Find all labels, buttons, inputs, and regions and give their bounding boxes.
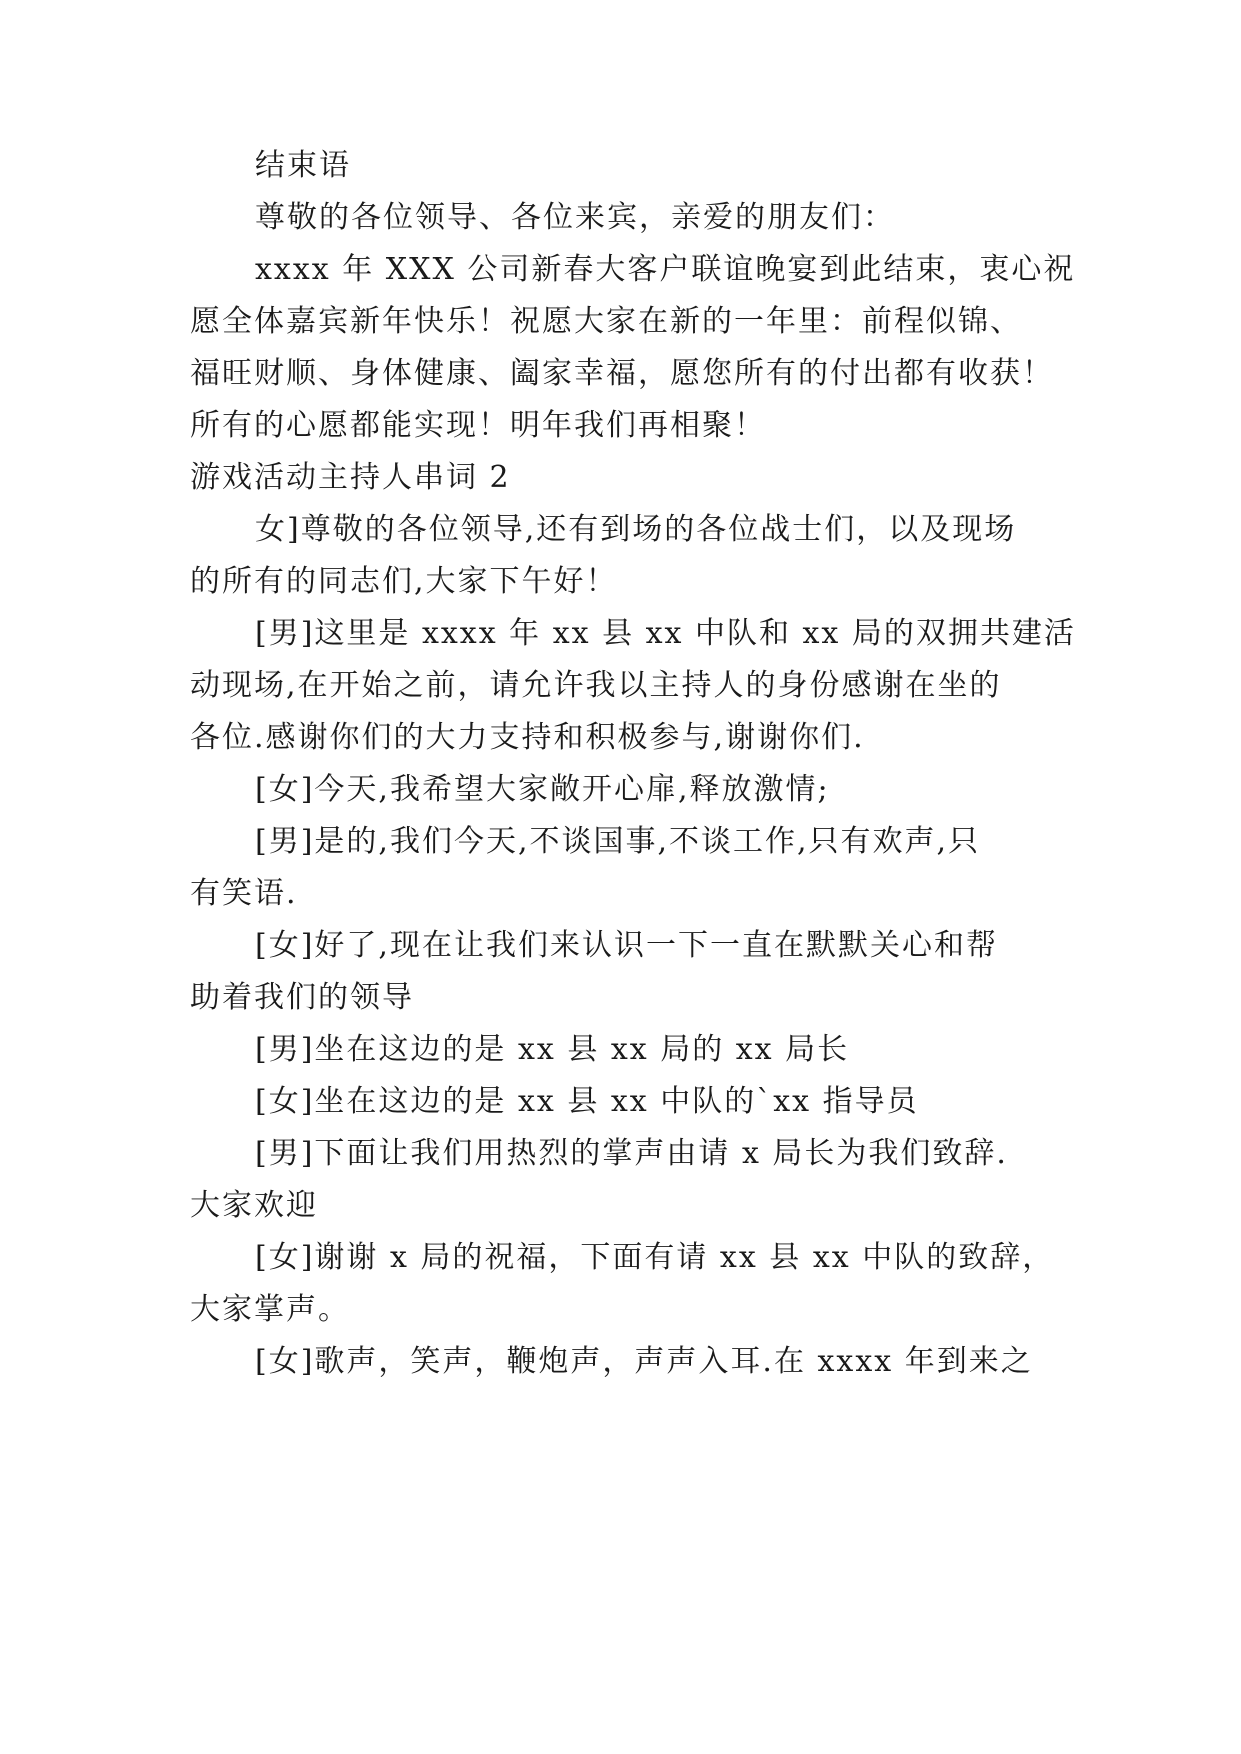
text-line: xxxx 年 XXX 公司新春大客户联谊晚宴到此结束，衷心祝: [255, 252, 1076, 287]
text-line: 所有的心愿都能实现！明年我们再相聚！: [190, 408, 766, 443]
text-line: 动现场,在开始之前，请允许我以主持人的身份感谢在坐的: [190, 668, 1002, 703]
text-line: [女]今天,我希望大家敞开心扉,释放激情;: [255, 772, 830, 807]
text-line: [女]坐在这边的是 xx 县 xx 中队的`xx 指导员: [255, 1084, 919, 1119]
heading-closing: 结束语: [255, 148, 351, 183]
text-line: [男]是的,我们今天,不谈国事,不谈工作,只有欢声,只: [255, 824, 981, 859]
text-line: 有笑语.: [190, 876, 298, 911]
section-title: 游戏活动主持人串词 2: [190, 460, 511, 495]
text-line: [女]歌声，笑声，鞭炮声，声声入耳.在 xxxx 年到来之: [255, 1344, 1033, 1379]
text-line: [男]这里是 xxxx 年 xx 县 xx 中队和 xx 局的双拥共建活: [255, 616, 1076, 651]
text-line: [男]下面让我们用热烈的掌声由请 x 局长为我们致辞.: [255, 1136, 1008, 1171]
text-line: 福旺财顺、身体健康、阖家幸福，愿您所有的付出都有收获！: [190, 356, 1054, 391]
text-line: 助着我们的领导: [190, 980, 414, 1015]
text-line: [男]坐在这边的是 xx 县 xx 局的 xx 局长: [255, 1032, 850, 1067]
text-line: 大家掌声。: [190, 1292, 350, 1327]
text-line: 大家欢迎: [190, 1188, 318, 1223]
text-line: [女]谢谢 x 局的祝福，下面有请 xx 县 xx 中队的致辞，: [255, 1240, 1055, 1275]
text-line: 的所有的同志们,大家下午好！: [190, 564, 618, 599]
text-line: 愿全体嘉宾新年快乐！祝愿大家在新的一年里：前程似锦、: [190, 304, 1022, 339]
text-line: [女]好了,现在让我们来认识一下一直在默默关心和帮: [255, 928, 998, 963]
text-line: 尊敬的各位领导、各位来宾，亲爱的朋友们：: [255, 200, 895, 235]
text-line: 女]尊敬的各位领导,还有到场的各位战士们，以及现场: [255, 512, 1017, 547]
text-line: 各位.感谢你们的大力支持和积极参与,谢谢你们.: [190, 720, 865, 755]
